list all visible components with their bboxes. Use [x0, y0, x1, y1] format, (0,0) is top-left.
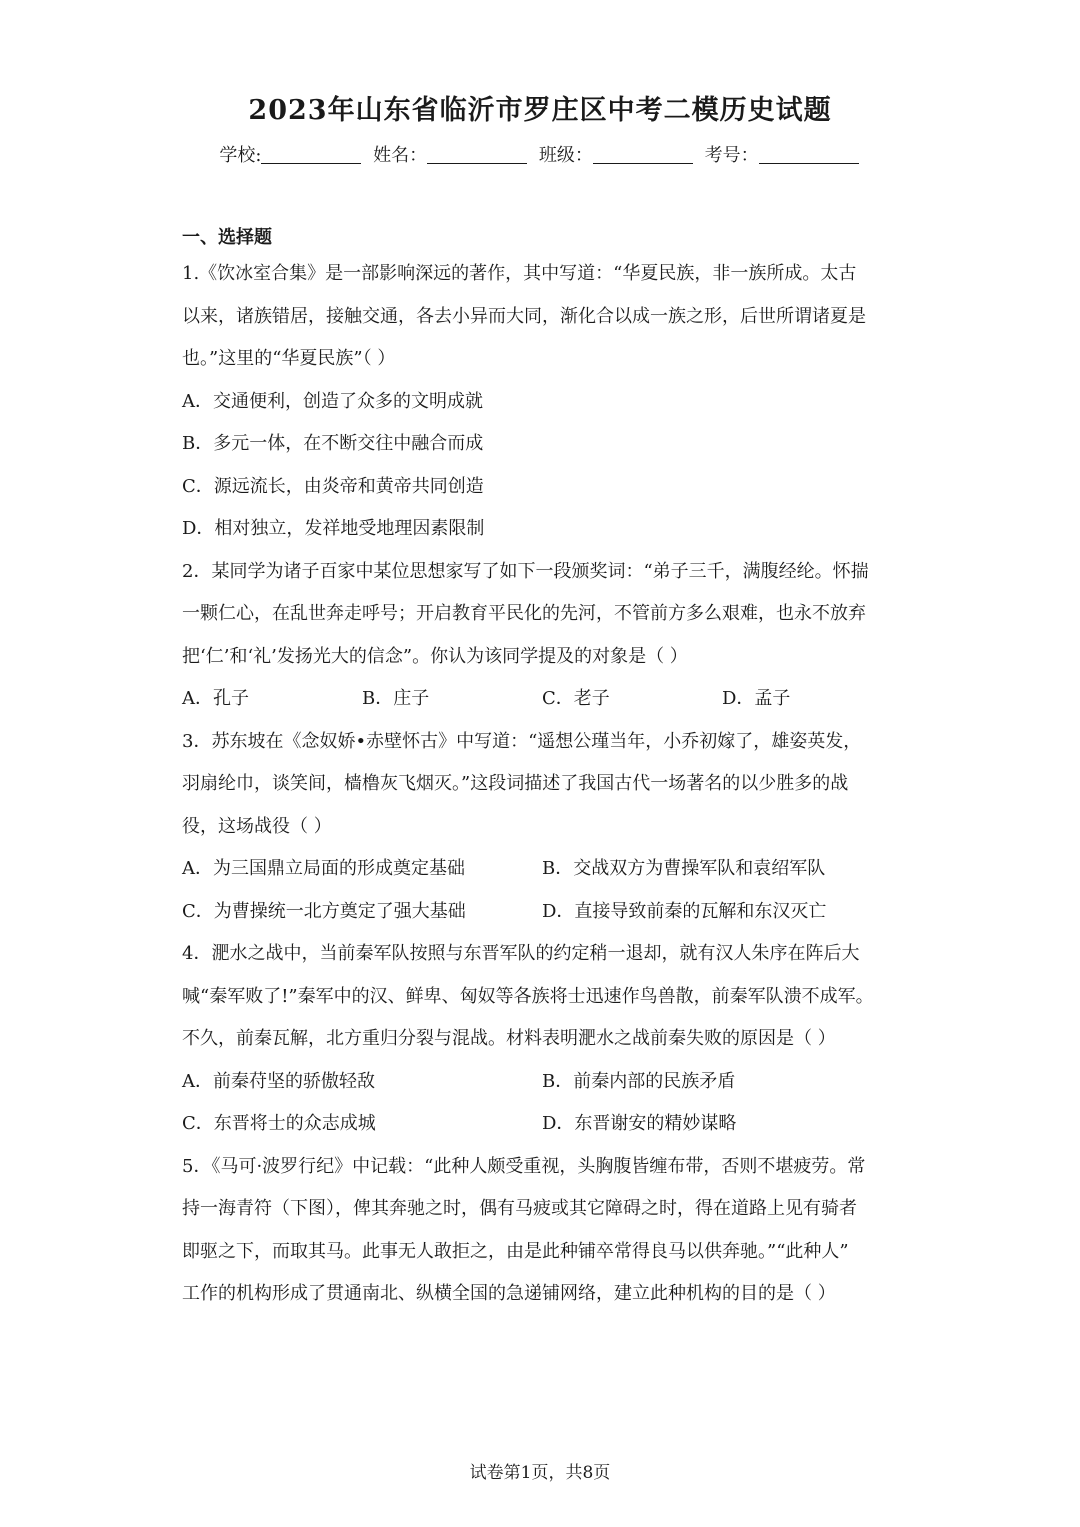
- options-row: [182, 678, 902, 721]
- exam-number-blank[interactable]: [759, 145, 859, 164]
- school-label: 学校:: [219, 145, 262, 166]
- question-text-line: 3．苏东坡在《念奴娇•赤壁怀古》中写道：“遥想公瑾当年，小乔初嫁了，雄姿英发，: [182, 730, 862, 752]
- options-row: [182, 891, 902, 934]
- option-d: D．相对独立，发祥地受地理因素限制: [182, 518, 485, 539]
- question-3: [182, 721, 902, 934]
- question-5: [182, 1146, 902, 1316]
- options-row: [182, 1103, 902, 1146]
- name-blank[interactable]: [427, 145, 527, 164]
- question-text-line: 役，这场战役（ ）: [182, 815, 332, 837]
- question-text-line: 喊“秦军败了!”秦军中的汉、鲜卑、匈奴等各族将士迅速作鸟兽散，前秦军队溃不成军。: [182, 985, 874, 1007]
- exam-content: [182, 223, 902, 1316]
- option-b: B．庄子: [362, 688, 430, 709]
- page-footer: 试卷第1页，共8页: [469, 1463, 611, 1483]
- question-text-line: 即驱之下，而取其马。此事无人敢拒之，由是此种铺卒常得良马以供奔驰。”“此种人”: [182, 1240, 849, 1262]
- section-heading: 一、选择题: [182, 227, 272, 248]
- option-a: A．前秦苻坚的骄傲轻敌: [182, 1070, 375, 1092]
- option-b: B．交战双方为曹操军队和袁绍军队: [542, 858, 826, 879]
- options-row: [182, 1061, 902, 1104]
- class-field: [539, 141, 695, 167]
- question-text-line: 羽扇纶巾，谈笑间，樯橹灰飞烟灭。”这段词描述了我国古代一场著名的以少胜多的战: [182, 773, 849, 794]
- question-text-line: 持一海青符（下图），俾其奔驰之时，偶有马疲或其它障碍之时，得在道路上见有骑者: [182, 1198, 857, 1219]
- option-c: C．为曹操统一北方奠定了强大基础: [182, 900, 466, 922]
- question-text-line: 4．淝水之战中，当前秦军队按照与东晋军队的约定稍一退却，就有汉人朱序在阵后大: [182, 943, 860, 964]
- school-blank[interactable]: [261, 145, 361, 164]
- student-info-row: [0, 141, 1080, 167]
- exam-title: 2023年山东省临沂市罗庄区中考二模历史试题: [248, 95, 832, 126]
- question-text-line: 5．《马可·波罗行纪》中记载：“此种人颇受重视，头胸腹皆缠布带，否则不堪疲劳。常: [182, 1155, 866, 1177]
- question-text-line: 不久，前秦瓦解，北方重归分裂与混战。材料表明淝水之战前秦失败的原因是（ ）: [182, 1028, 836, 1049]
- option-a: A．孔子: [182, 688, 249, 709]
- question-text-line: 也。”这里的“华夏民族”（ ）: [182, 348, 396, 369]
- option-c: C．源远流长，由炎帝和黄帝共同创造: [182, 475, 484, 497]
- question-text-line: 以来，诸族错居，接触交通，各去小异而大同，渐化合以成一族之形，后世所谓诸夏是: [182, 305, 866, 327]
- options-row: [182, 848, 902, 891]
- exam-number-label: 考号：: [704, 145, 759, 166]
- exam-number-field: [705, 141, 861, 167]
- question-1: [182, 253, 902, 551]
- question-text-line: 一颗仁心，在乱世奔走呼号；开启教育平民化的先河，不管前方多么艰难，也永不放弃: [182, 603, 866, 624]
- option-d: D．东晋谢安的精妙谋略: [542, 1113, 737, 1134]
- option-c: C．老子: [542, 688, 610, 709]
- question-4: [182, 933, 902, 1146]
- name-field: [373, 141, 529, 167]
- question-text-line: 2．某同学为诸子百家中某位思想家写了如下一段颁奖词：“弟子三千，满腹经纶。怀揣: [182, 560, 869, 582]
- option-d: D．直接导致前秦的瓦解和东汉灭亡: [542, 900, 827, 922]
- question-text-line: 把‘仁’和‘礼’发扬光大的信念”。你认为该同学提及的对象是（ ）: [182, 645, 688, 667]
- class-label: 班级：: [538, 145, 593, 166]
- question-text-line: 工作的机构形成了贯通南北、纵横全国的急递铺网络，建立此种机构的目的是（ ）: [182, 1283, 836, 1304]
- class-blank[interactable]: [593, 145, 693, 164]
- option-d: D．孟子: [722, 688, 791, 709]
- name-label: 姓名：: [373, 145, 428, 166]
- question-text-line: 1.《饮冰室合集》是一部影响深远的著作，其中写道：“华夏民族，非一族所成。太古: [182, 263, 857, 284]
- option-a: A．为三国鼎立局面的形成奠定基础: [182, 858, 465, 879]
- school-field: [219, 141, 363, 167]
- option-c: C．东晋将士的众志成城: [182, 1113, 376, 1134]
- question-2: [182, 551, 902, 721]
- option-a: A．交通便利，创造了众多的文明成就: [182, 390, 483, 412]
- option-b: B．多元一体，在不断交往中融合而成: [182, 433, 484, 454]
- option-b: B．前秦内部的民族矛盾: [542, 1070, 736, 1092]
